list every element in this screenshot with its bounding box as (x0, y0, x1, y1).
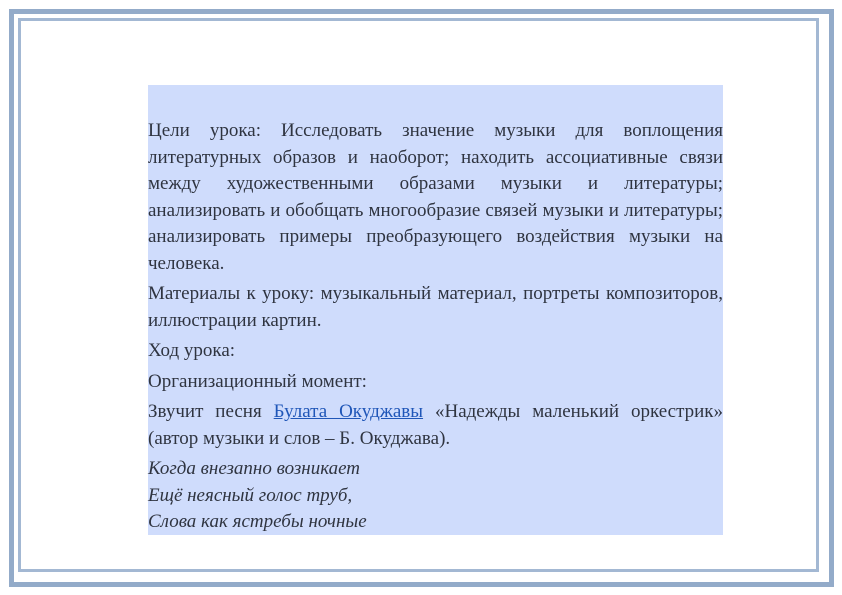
org-moment-heading: Организационный момент: (148, 370, 367, 392)
song-intro-text: Звучит песня (148, 401, 274, 422)
poem-line: Слова как ястребы ночные (148, 511, 367, 532)
poem-line: Когда внезапно возникает (148, 458, 361, 479)
lesson-goals-paragraph: Цели урока: Исследовать значение музыки для воплощения литературных образов и наоборот; находить ассоциативные связи между художественными образами музыки и литературы; анализировать и обобщать многообразие связей музыки и литературы; анализировать примеры преобразующего воздействия музыки на человека. (148, 120, 723, 274)
okudzhava-link[interactable]: Булата Окуджавы (273, 401, 424, 422)
lesson-materials-paragraph: Материалы к уроку: музыкальный материал, портреты композиторов, иллюстрации картин. (148, 283, 723, 331)
poem-line: Ещё неясный голос труб, (148, 484, 353, 506)
song-rest-text: «Надежды маленький оркестрик» (автор музыки и слов – Б. Окуджава). (148, 401, 723, 449)
text-block (148, 85, 723, 535)
song-paragraph (148, 399, 723, 452)
lesson-flow-heading: Ход урока: (148, 340, 236, 361)
